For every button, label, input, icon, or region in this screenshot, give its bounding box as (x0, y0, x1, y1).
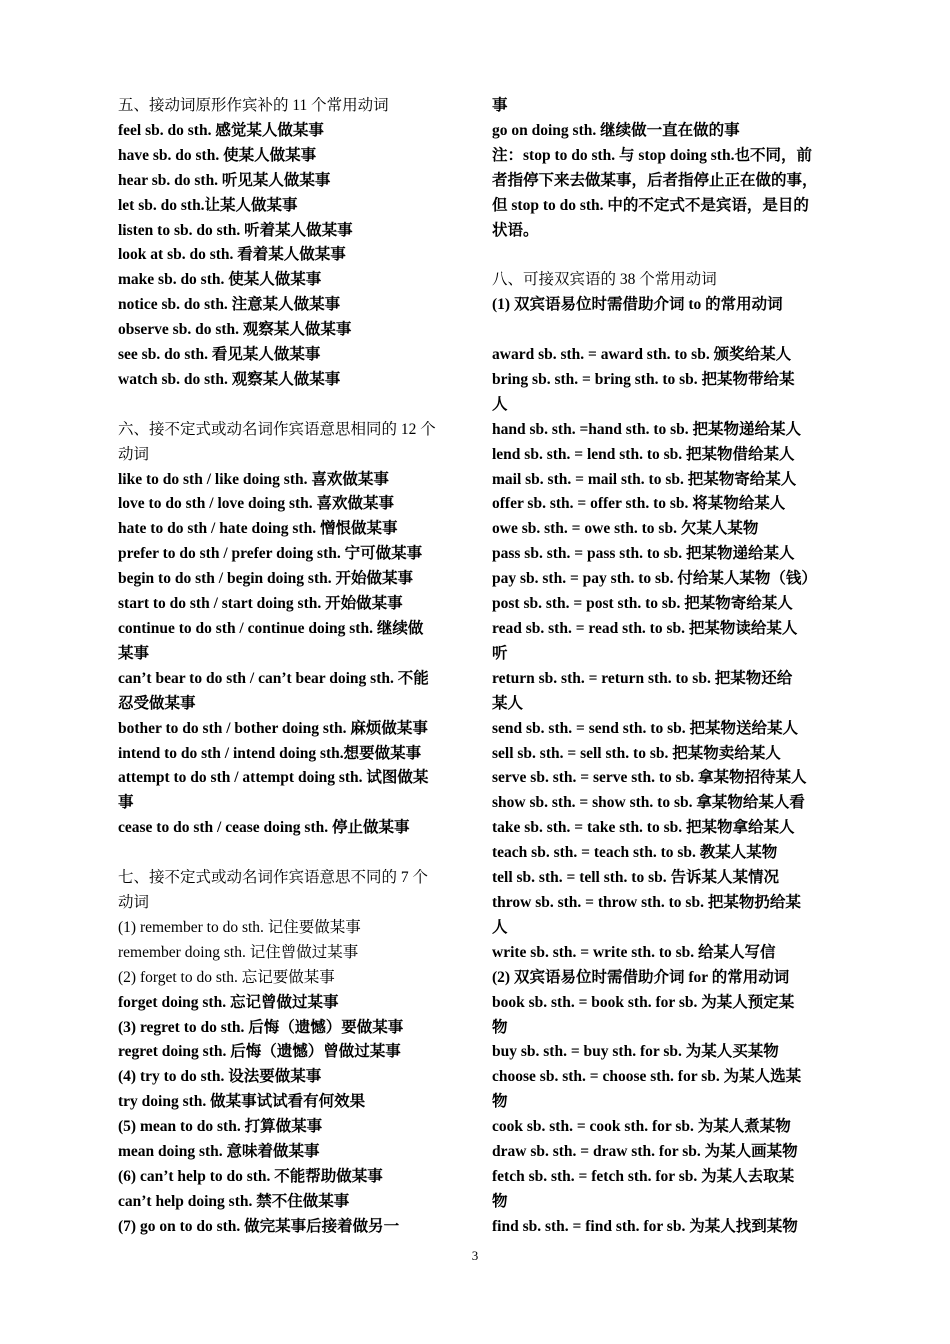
text-line: book sb. sth. = book sth. for sb. 为某人预定某 (492, 993, 795, 1011)
text-line: (7) go on to do sth. 做完某事后接着做另一 (118, 1217, 400, 1235)
text-line: 者指停下来去做某事，后者指停止正在做的事， (492, 171, 818, 189)
text-line: 物 (492, 1093, 508, 1111)
text-line: throw sb. sth. = throw sth. to sb. 把某物扔给某 (492, 893, 801, 911)
text-line: (6) can’t help to do sth. 不能帮助做某事 (118, 1167, 383, 1185)
text-line: write sb. sth. = write sth. to sb. 给某人写信 (492, 943, 776, 961)
text-line: can’t bear to do sth / can’t bear doing sth. 不能 (118, 669, 429, 687)
text-line: 五、接动词原形作宾补的 11 个常用动词 (118, 97, 389, 114)
text-line: cease to do sth / cease doing sth. 停止做某事 (118, 819, 410, 837)
text-line: feel sb. do sth. 感觉某人做某事 (118, 121, 324, 139)
text-line: have sb. do sth. 使某人做某事 (118, 146, 317, 164)
text-line: bring sb. sth. = bring sth. to sb. 把某物带给某 (492, 370, 795, 388)
text-line: 人 (492, 395, 508, 413)
text-line: mail sb. sth. = mail sth. to sb. 把某物寄给某人 (492, 470, 797, 488)
text-line: 动词 (118, 893, 150, 911)
text-line: (1) 双宾语易位时需借助介词 to 的常用动词 (492, 296, 783, 314)
text-line: listen to sb. do sth. 听着某人做某事 (118, 221, 353, 239)
text-line: like to do sth / like doing sth. 喜欢做某事 (118, 470, 389, 488)
text-line: pay sb. sth. = pay sth. to sb. 付给某人某物（钱） (492, 570, 817, 588)
text-line: see sb. do sth. 看见某人做某事 (118, 346, 321, 364)
text-line: (4) try to do sth. 设法要做某事 (118, 1068, 322, 1086)
blank-line (118, 393, 463, 418)
text-line: 七、接不定式或动名词作宾语意思不同的 7 个 (118, 869, 429, 887)
text-line: 物 (492, 1192, 508, 1210)
blank-line (492, 243, 834, 268)
text-line: intend to do sth / intend doing sth.想要做某事 (118, 744, 422, 762)
text-line: regret doing sth. 后悔（遗憾）曾做过某事 (118, 1043, 401, 1061)
text-line: cook sb. sth. = cook sth. for sb. 为某人煮某物 (492, 1118, 791, 1136)
text-line: let sb. do sth.让某人做某事 (118, 196, 298, 214)
blank-line (118, 841, 463, 866)
text-line: 事 (118, 794, 134, 812)
text-line: 某人 (492, 694, 524, 712)
text-line: notice sb. do sth. 注意某人做某事 (118, 296, 341, 314)
text-line: tell sb. sth. = tell sth. to sb. 告诉某人某情况 (492, 869, 779, 887)
text-line: teach sb. sth. = teach sth. to sb. 教某人某物 (492, 844, 778, 862)
text-line: attempt to do sth / attempt doing sth. 试图做某 (118, 769, 429, 787)
text-line: 事 (492, 97, 508, 114)
text-line: begin to do sth / begin doing sth. 开始做某事 (118, 570, 413, 588)
text-line: owe sb. sth. = owe sth. to sb. 欠某人某物 (492, 520, 759, 538)
text-line: prefer to do sth / prefer doing sth. 宁可做某事 (118, 545, 423, 563)
text-line: (3) regret to do sth. 后悔（遗憾）要做某事 (118, 1018, 404, 1036)
text-line: (2) forget to do sth. 忘记要做某事 (118, 968, 335, 986)
text-line: hate to do sth / hate doing sth. 憎恨做某事 (118, 520, 398, 538)
text-line: return sb. sth. = return sth. to sb. 把某物还给 (492, 669, 793, 687)
text-line: forget doing sth. 忘记曾做过某事 (118, 993, 339, 1011)
text-line: pass sb. sth. = pass sth. to sb. 把某物递给某人 (492, 545, 795, 563)
text-line: 动词 (118, 445, 150, 463)
left-column (118, 94, 463, 1240)
text-line: continue to do sth / continue doing sth. 继续做 (118, 620, 424, 638)
text-line: 人 (492, 918, 508, 936)
text-line: buy sb. sth. = buy sth. for sb. 为某人买某物 (492, 1043, 779, 1061)
text-line: love to do sth / love doing sth. 喜欢做某事 (118, 495, 395, 513)
text-line: make sb. do sth. 使某人做某事 (118, 271, 322, 289)
text-line: award sb. sth. = award sth. to sb. 颁奖给某人 (492, 346, 792, 364)
text-line: 但 stop to do sth. 中的不定式不是宾语，是目的 (492, 196, 809, 214)
text-line: (2) 双宾语易位时需借助介词 for 的常用动词 (492, 968, 790, 986)
text-line: sell sb. sth. = sell sth. to sb. 把某物卖给某人 (492, 744, 781, 762)
text-line: send sb. sth. = send sth. to sb. 把某物送给某人 (492, 719, 798, 737)
text-line: 物 (492, 1018, 508, 1036)
text-line: read sb. sth. = read sth. to sb. 把某物读给某人 (492, 620, 798, 637)
text-line: choose sb. sth. = choose sth. for sb. 为某人选某 (492, 1068, 802, 1086)
text-line: hear sb. do sth. 听见某人做某事 (118, 171, 331, 189)
text-line: observe sb. do sth. 观察某人做某事 (118, 321, 352, 339)
text-line: go on doing sth. 继续做一直在做的事 (492, 121, 740, 139)
text-line: start to do sth / start doing sth. 开始做某事 (118, 595, 403, 613)
text-line: show sb. sth. = show sth. to sb. 拿某物给某人看 (492, 794, 805, 812)
text-line: try doing sth. 做某事试试看有何效果 (118, 1093, 366, 1111)
blank-line (492, 318, 834, 343)
text-line: hand sb. sth. =hand sth. to sb. 把某物递给某人 (492, 420, 802, 438)
text-line: 状语。 (492, 221, 539, 239)
text-line: 忍受做某事 (118, 694, 196, 712)
text-line: 八、可接双宾语的 38 个常用动词 (492, 271, 717, 289)
text-line: lend sb. sth. = lend sth. to sb. 把某物借给某人 (492, 445, 795, 463)
text-line: serve sb. sth. = serve sth. to sb. 拿某物招待某人 (492, 769, 807, 787)
right-column (492, 94, 834, 1240)
text-line: offer sb. sth. = offer sth. to sb. 将某物给某人 (492, 495, 786, 513)
text-line: (5) mean to do sth. 打算做某事 (118, 1118, 323, 1136)
text-line: 六、接不定式或动名词作宾语意思相同的 12 个 (118, 420, 436, 438)
text-line: take sb. sth. = take sth. to sb. 把某物拿给某人 (492, 819, 795, 837)
text-line: can’t help doing sth. 禁不住做某事 (118, 1192, 350, 1210)
text-line: fetch sb. sth. = fetch sth. for sb. 为某人去取某 (492, 1167, 795, 1185)
text-line: 某事 (118, 644, 150, 662)
text-line: bother to do sth / bother doing sth. 麻烦做某事 (118, 719, 428, 737)
text-line: remember doing sth. 记住曾做过某事 (118, 943, 359, 961)
text-line: find sb. sth. = find sth. for sb. 为某人找到某物 (492, 1217, 798, 1235)
text-line: watch sb. do sth. 观察某人做某事 (118, 370, 341, 388)
text-line: 注：stop to do sth. 与 stop doing sth.也不同，前 (492, 146, 812, 164)
text-line: post sb. sth. = post sth. to sb. 把某物寄给某人 (492, 595, 793, 613)
text-line: draw sb. sth. = draw sth. for sb. 为某人画某物 (492, 1143, 798, 1161)
text-line: look at sb. do sth. 看着某人做某事 (118, 246, 346, 264)
page-number: 3 (471, 1248, 479, 1263)
text-line: mean doing sth. 意味着做某事 (118, 1143, 320, 1161)
text-line: 听 (492, 644, 508, 662)
text-line: (1) remember to do sth. 记住要做某事 (118, 918, 361, 936)
